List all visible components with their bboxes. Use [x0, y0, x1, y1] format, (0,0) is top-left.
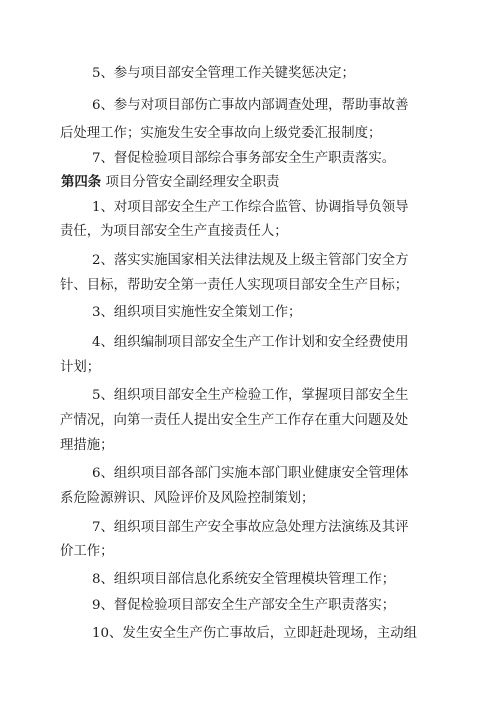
item-6-line-1: 6、参与对项目部伤亡事故内部调查处理，帮助事故善 — [92, 98, 409, 113]
duty-9-line-1: 9、督促检验项目部安全生产部安全生产职责落实； — [92, 598, 396, 613]
duty-10-line-1: 10、发生安全生产伤亡事故后，立即赶赴现场，主动组 — [92, 626, 418, 641]
duty-5-line-1: 5、组织项目部安全生产检验工作，掌握项目部安全生 — [92, 388, 409, 403]
item-5-line-1: 5、参与项目部安全管理工作关键奖惩决定； — [92, 66, 355, 81]
section-heading-line — [61, 173, 280, 193]
duty-5-line-2: 产情况，向第一责任人提出安全生产工作存在重大问题及处 — [60, 413, 409, 428]
duty-5-line-3: 理措施； — [60, 438, 114, 453]
duty-7-line-1: 7、组织项目部生产安全事故应急处理方法演练及其评 — [92, 520, 409, 535]
duty-3-line-1: 3、组织项目实施性安全策划工作； — [92, 305, 302, 320]
duty-2-line-1: 2、落实实施国家相关法律法规及上级主管部门安全方 — [92, 253, 409, 268]
duty-1-line-1: 1、对项目部安全生产工作综合监管、协调指导负领导 — [92, 200, 409, 215]
duty-1-line-2: 责任，为项目部安全生产直接责任人； — [60, 224, 288, 239]
section-number: 第四条 — [61, 175, 102, 190]
duty-6-line-1: 6、组织项目部各部门实施本部门职业健康安全管理体 — [92, 466, 409, 481]
duty-4-line-2: 计划； — [60, 360, 101, 375]
section-title: 项目分管安全副经理安全职责 — [105, 175, 280, 190]
duty-8-line-1: 8、组织项目部信息化系统安全管理模块管理工作； — [92, 572, 396, 587]
duty-4-line-1: 4、组织编制项目部安全生产工作计划和安全经费使用 — [92, 335, 409, 350]
duty-6-line-2: 系危险源辨识、风险评价及风险控制策划； — [60, 491, 315, 506]
item-6-line-2: 后处理工作；实施发生安全事故向上级党委汇报制度； — [60, 126, 382, 141]
duty-7-line-2: 价工作； — [60, 544, 114, 559]
item-7-line-1: 7、督促检验项目部综合事务部安全生产职责落实。 — [92, 151, 396, 166]
duty-2-line-2: 针、目标，帮助安全第一责任人实现项目部安全生产目标； — [60, 278, 409, 293]
